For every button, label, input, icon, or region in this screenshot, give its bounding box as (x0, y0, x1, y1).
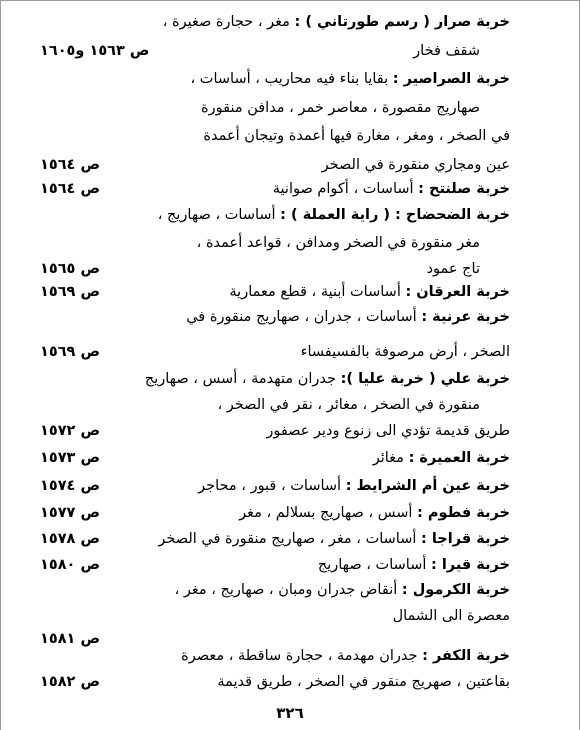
entry-text: مغائر (372, 450, 409, 466)
page-ref: ص ١٥٨١ (40, 631, 100, 647)
entry-term: خربة قيرا : (430, 557, 510, 573)
entry-line (40, 578, 510, 602)
entry-line (40, 644, 510, 668)
page-ref: ص ١٥٧٤ (40, 478, 100, 494)
entry-text: أساسات ، مغر ، صهاريج منقورة في الصخر (158, 531, 422, 547)
page-ref: ص ١٥٧٢ (40, 423, 100, 439)
entry-line (40, 367, 510, 391)
entry-term: خربة صلنتح : (418, 181, 510, 197)
entry-line (40, 501, 510, 525)
page-number: ٣٢٦ (276, 704, 304, 722)
entry-line (40, 257, 480, 281)
entry-text: بقايا بناء فيه محاريب ، أساسات ، (190, 71, 393, 87)
page-ref: ص ١٥٧٣ (40, 450, 100, 466)
entry-text: منقورة في الصخر ، مغائر ، نقر في الصخر ، (217, 397, 480, 413)
entry-text: أساسات ، صهاريج (317, 557, 431, 573)
entry-term: خربة الكفر : (422, 648, 510, 664)
entry-text: شقف فخار (413, 43, 480, 59)
page-ref: ص ١٥٦٩ (40, 284, 100, 300)
entry-line (40, 670, 510, 694)
entry-line (40, 39, 480, 63)
entry-term: خربة الكرمول : (401, 582, 510, 598)
page-ref: ص ١٥٨٠ (40, 557, 100, 573)
entry-text: تاج عمود (426, 261, 480, 277)
entry-text: أساسات ، جدران ، صهاريج منقورة في (186, 309, 422, 325)
entry-text: أساسات ، صهاريج ، (157, 207, 281, 223)
entry-line (40, 604, 510, 628)
page-ref: ص ١٥٦٥ (40, 261, 100, 277)
page-ref: ص ١٥٨٢ (40, 674, 100, 690)
entry-term: خربة عين أم الشرايط : (345, 478, 510, 494)
entry-term: خربة الصراصير : (392, 71, 510, 87)
entry-text: أسس ، صهاريج بسلالم ، مغر (239, 505, 418, 521)
entry-line (40, 446, 510, 470)
entry-term: خربة العميرة : (408, 450, 510, 466)
entry-term: خربة فطوم : (417, 505, 510, 521)
entry-line (40, 153, 510, 177)
entry-text: بقاعتين ، صهريج منقور في الصخر ، طريق قديمة (217, 674, 510, 690)
entry-text: طريق قديمة تؤدي الى زنوع ودير عصفور (266, 423, 510, 439)
entry-term: خربة عرنية : (421, 309, 510, 325)
entry-term: خربة الضحضاح : ( راية العملة ) : (280, 207, 510, 223)
entry-line (40, 305, 510, 329)
entry-text: جدران متهدمة ، أسس ، صهاريج (144, 371, 341, 387)
entry-line (40, 474, 510, 498)
entry-term: خربة العرقان : (405, 284, 510, 300)
entry-text: أنقاض جدران ومبان ، صهاريج ، مغر ، (174, 582, 402, 598)
entry-line (40, 67, 510, 91)
entry-text: في الصخر ، ومغر ، مغارة فيها أعمدة وتيجان أعمدة (203, 128, 510, 144)
page-ref: ص ١٥٦٤ (40, 157, 100, 173)
entry-line (40, 231, 480, 255)
entry-line (40, 96, 480, 120)
entry-term: خربة صرار ( رسم طورتاني ) : (294, 14, 510, 30)
entry-text: جدران مهدمة ، حجارة ساقطة ، معصرة (181, 648, 423, 664)
page-ref: ص ١٥٦٣ و١٦٠٥ (40, 43, 150, 59)
entry-text: صهاريج مقصورة ، معاصر خمر ، مدافن منقورة (201, 100, 480, 116)
entry-text: أساسات أبنية ، قطع معمارية (229, 284, 406, 300)
entry-text: مغر منقورة في الصخر ومدافن ، قواعد أعمدة ، (196, 235, 480, 251)
page-ref: ص ١٥٧٧ (40, 505, 100, 521)
entry-text: عين ومجاري منقورة في الصخر (321, 157, 510, 173)
entry-line (40, 203, 510, 227)
page-ref: ص ١٥٦٩ (40, 344, 100, 360)
entry-line (40, 527, 510, 551)
entry-text: أساسات ، أكوام صوانية (272, 181, 419, 197)
entry-line (40, 393, 480, 417)
entry-line (40, 419, 510, 443)
entry-line (40, 340, 510, 364)
entry-line (40, 553, 510, 577)
entry-text: مغر ، حجارة صغيرة ، (162, 14, 295, 30)
entry-line (40, 280, 510, 304)
page-ref: ص ١٥٧٨ (40, 531, 100, 547)
page-ref: ص ١٥٦٤ (40, 181, 100, 197)
entry-text: الصخر ، أرض مرصوفة بالفسيفساء (300, 344, 510, 360)
entry-term: خربة علي ( خربة عليا ): (340, 371, 510, 387)
entry-text: معصرة الى الشمال (392, 608, 510, 624)
entry-line (40, 177, 510, 201)
entry-term: خربة قراجا : (421, 531, 510, 547)
entry-text: أساسات ، قبور ، محاجر (198, 478, 346, 494)
entry-line (40, 124, 510, 148)
entry-line (40, 10, 510, 34)
